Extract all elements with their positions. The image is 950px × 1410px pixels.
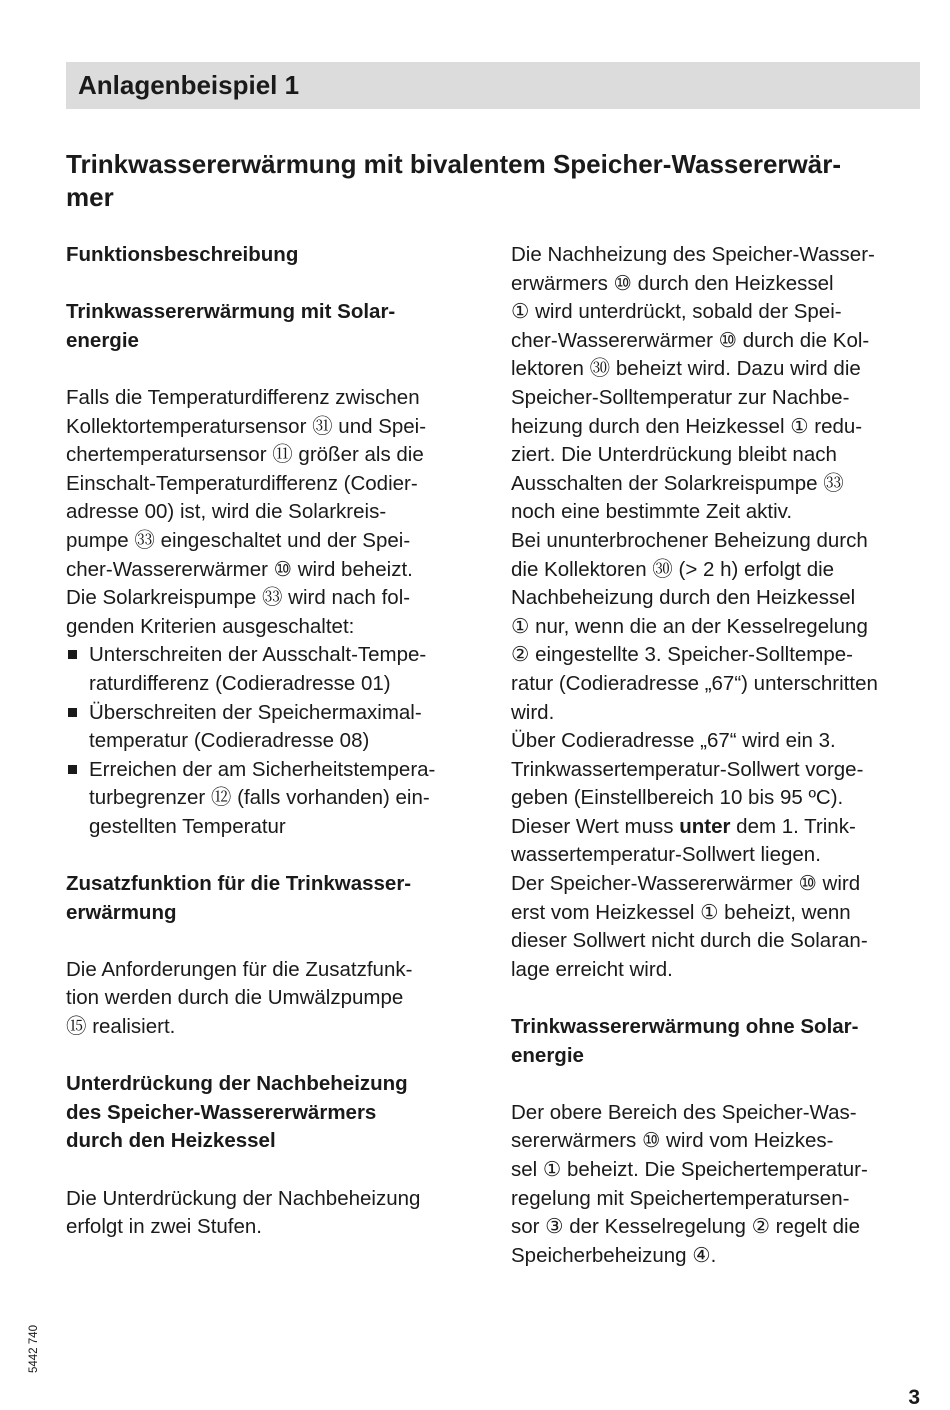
heading-funktionsbeschreibung: Funktionsbeschreibung [66, 243, 299, 266]
left-column [66, 241, 478, 1242]
paragraph-ununterbrochen: Bei ununterbrochener Beheizung durch die Kollektoren ㉚ (> 2 h) erfolgt die Nachbeheizung durch den Heizkessel ① nur, wenn die an der Kesselregelung ② eingestellte 3. Speicher-Solltempe- ratur (Codieradresse „67“) unterschritten wird. [511, 528, 878, 724]
paragraph-sollwert: Der Speicher-Wassererwärmer ⑩ wird erst vom Heizkessel ① beheizt, wenn dieser Sollwert nicht durch die Solaran- lage erreicht wird. [511, 872, 868, 981]
criteria-list [66, 641, 478, 841]
page-title: Trinkwassererwärmung mit bivalentem Speicher-Wassererwär- mer [66, 149, 842, 212]
heading-zusatzfunktion: Zusatzfunktion für die Trinkwasser- erwärmung [66, 872, 412, 924]
paragraph-oberer-bereich: Der obere Bereich des Speicher-Was- sererwärmers ⑩ wird vom Heizkes- sel ① beheizt. Die Speichertemperatur- regelung mit Speichertemperatursen- sor ③ der Kesselregelung ② regelt die Speicherbeheizung ④. [511, 1100, 868, 1267]
paragraph-zusatzfunktion: Die Anforderungen für die Zusatzfunk- tion werden durch die Umwälzpumpe ⑮ realisiert. [66, 957, 413, 1039]
heading-ohne-solarenergie: Trinkwassererwärmung ohne Solar- energie [511, 1015, 859, 1067]
section-title: Anlagenbeispiel 1 [78, 70, 300, 100]
list-item: Erreichen der am Sicherheitstempera- turbegrenzer ⑫ (falls vorhanden) ein- gestellten Temperatur [66, 756, 478, 842]
emphasis-unter: unter [679, 814, 731, 838]
section-header [66, 62, 920, 109]
right-column [511, 241, 923, 1270]
heading-solarenergie: Trinkwassererwärmung mit Solar- energie [66, 300, 396, 352]
list-item: Unterschreiten der Ausschalt-Tempe- raturdifferenz (Codieradresse 01) [66, 641, 478, 698]
paragraph-temperaturdifferenz: Falls die Temperaturdifferenz zwischen Kollektortemperatursensor ㉛ und Spei- chertemperatursensor ⑪ größer als die Einschalt-Temperaturdifferenz (Codier- adresse 00) ist, wird die Solarkreis- pumpe ㉝ eingeschaltet und der Spei- cher-Wassererwärmer ⑩ wird beheizt. Die Solarkreispumpe ㉝ wird nach fol- genden Kriterien ausgeschaltet: [66, 385, 427, 638]
paragraph-codieradresse: Über Codieradresse „67“ wird ein 3. Trinkwassertemperatur-Sollwert vorge- geben (Einstellbereich 10 bis 95 ºC). Dieser Wert muss unter dem 1. Trink- wassertemperatur-Sollwert liegen. [511, 729, 864, 867]
document-number: 5442 740 [28, 1325, 40, 1373]
paragraph-nachheizung: Die Nachheizung des Speicher-Wasser- erwärmers ⑩ durch den Heizkessel ① wird unterdrückt, sobald der Spei- cher-Wassererwärmer ⑩ durch die Kol- lektoren ㉚ beheizt wird. Dazu wird die Speicher-Solltemperatur zur Nachbe- heizung durch den Heizkessel ① redu- ziert. Die Unterdrückung bleibt nach Ausschalten der Solarkreispumpe ㉝ noch eine bestimmte Zeit aktiv. [511, 243, 875, 524]
heading-unterdrueckung: Unterdrückung der Nachbeheizung des Speicher-Wassererwärmers durch den Heizkessel [66, 1072, 408, 1153]
page-number: 3 [908, 1386, 920, 1409]
list-item: Überschreiten der Speichermaximal- temperatur (Codieradresse 08) [66, 699, 478, 756]
paragraph-unterdrueckung: Die Unterdrückung der Nachbeheizung erfolgt in zwei Stufen. [66, 1186, 421, 1239]
